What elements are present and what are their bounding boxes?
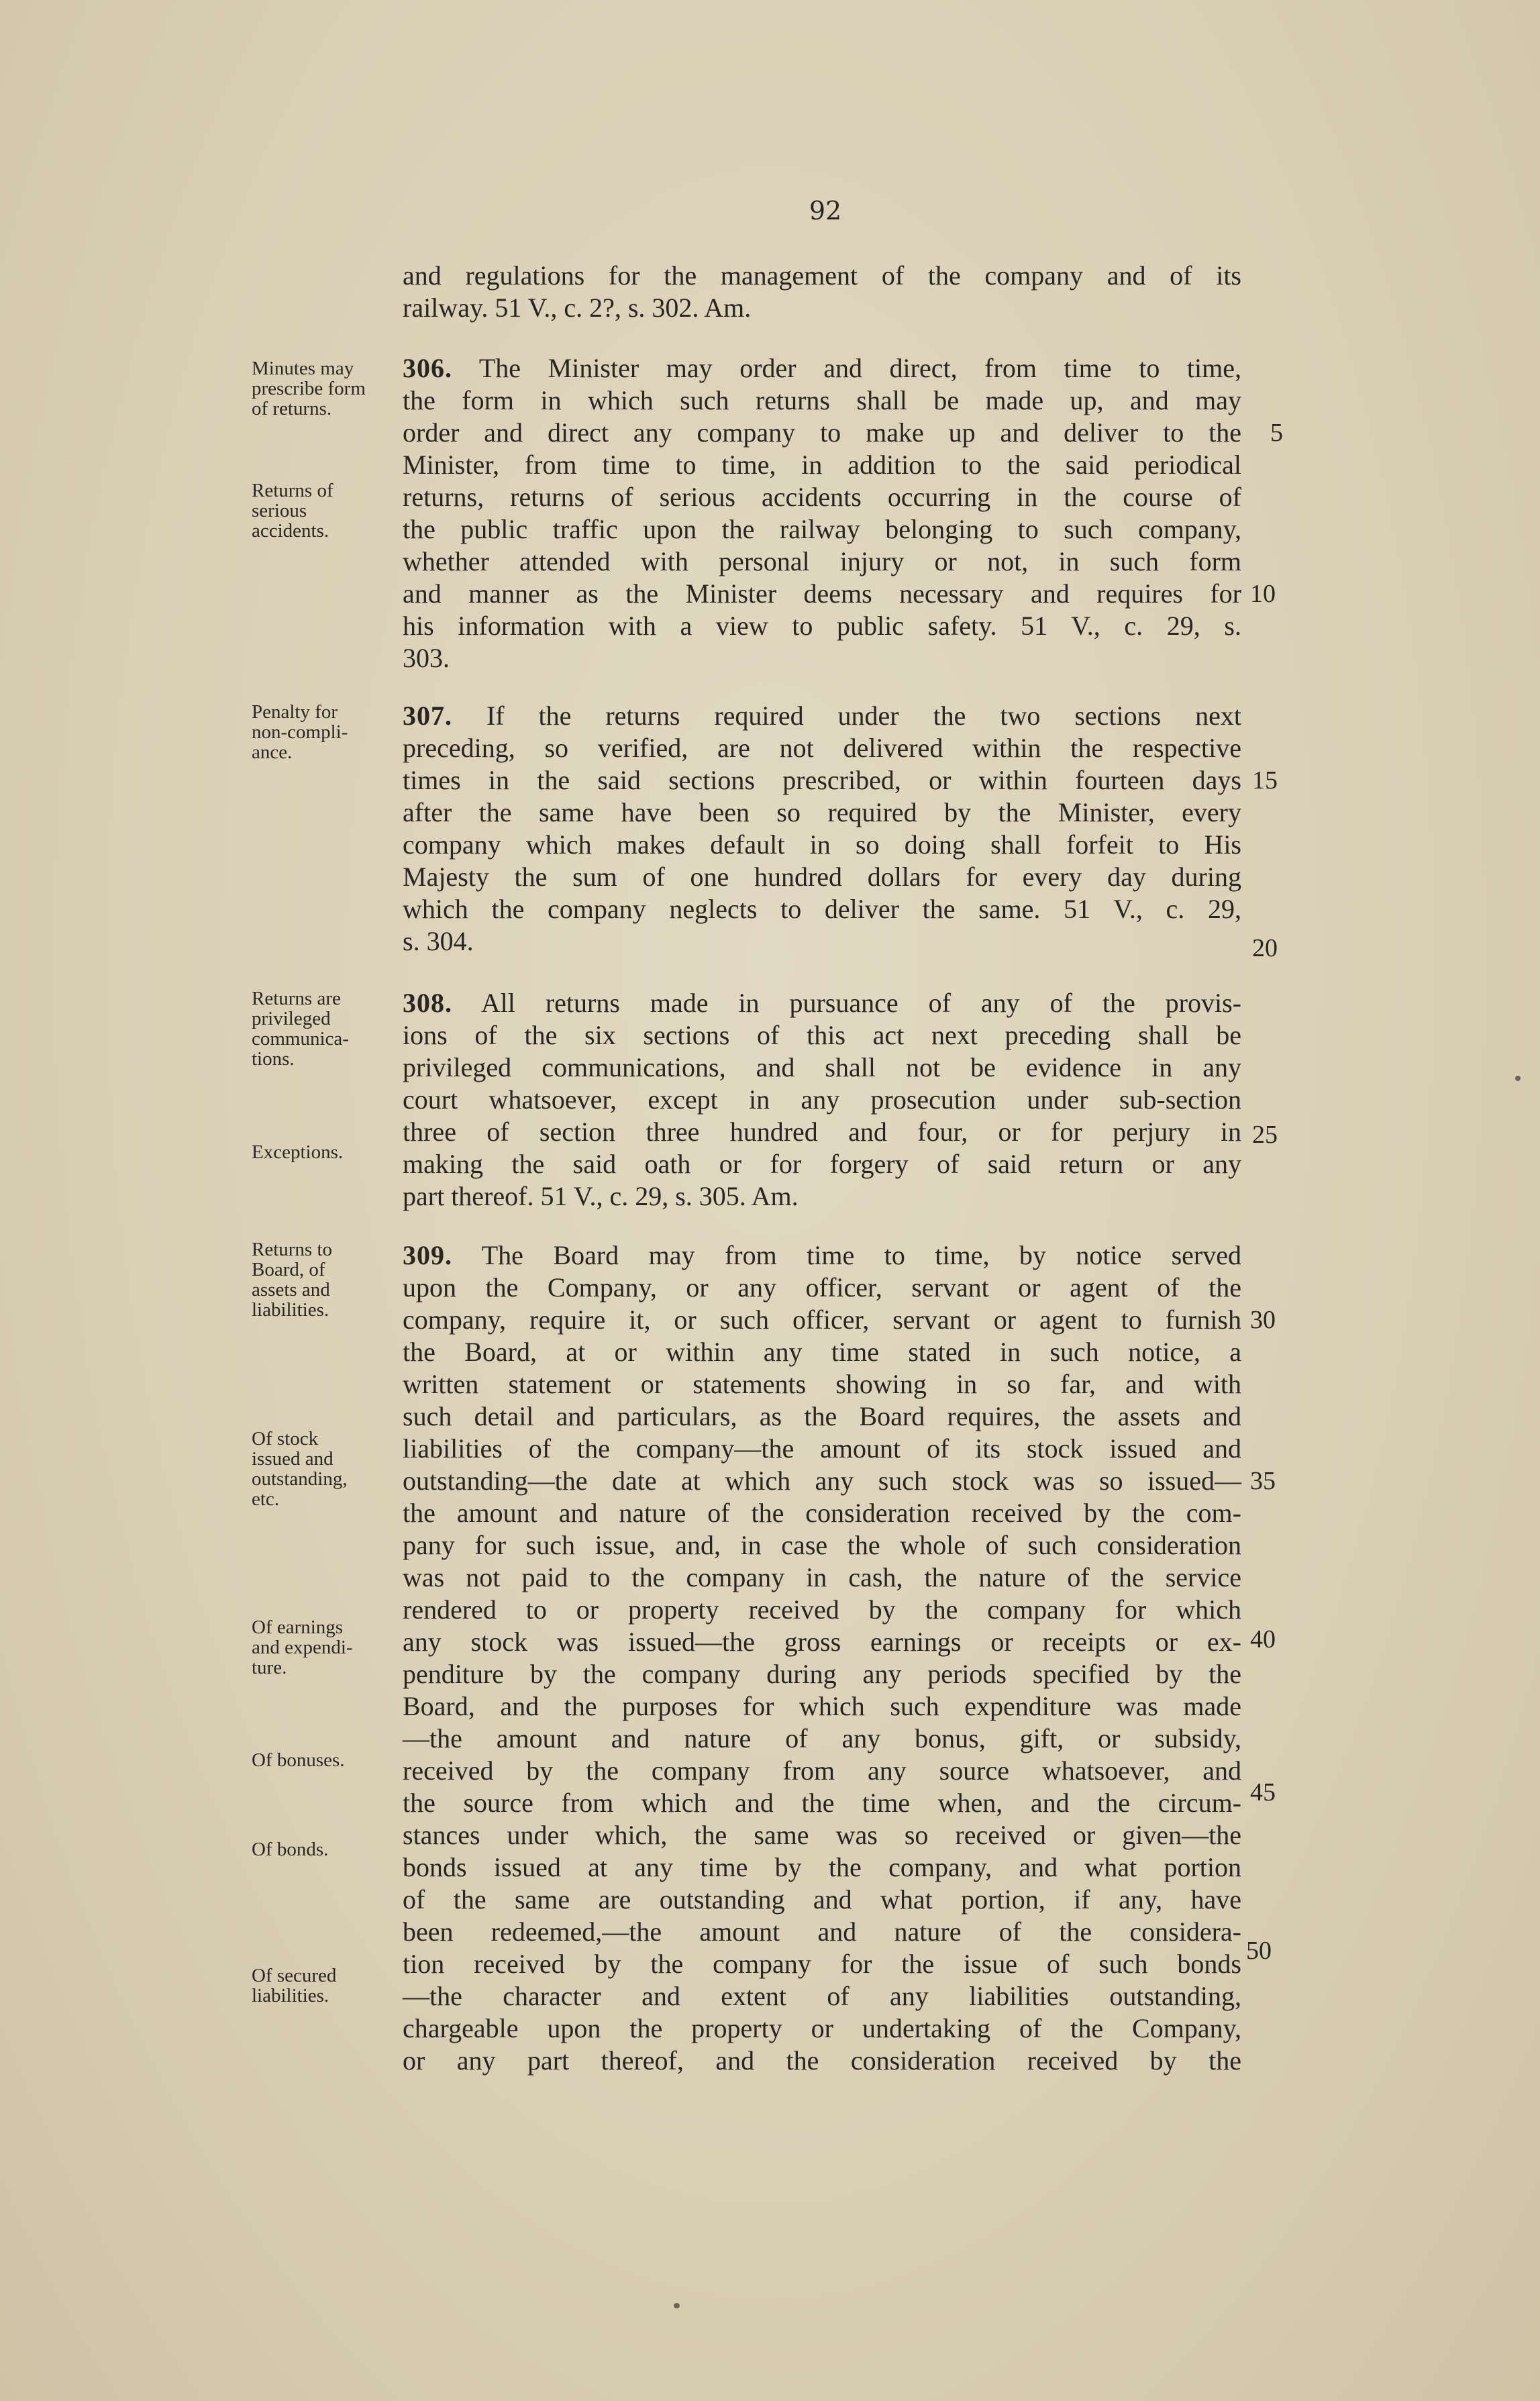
- margin-note-line: Of bonds.: [252, 1839, 329, 1860]
- margin-note-bonuses: [252, 1750, 396, 1770]
- margin-note-line: serious: [252, 500, 307, 521]
- margin-note-line: Of earnings: [252, 1617, 344, 1638]
- line-number: 35: [1250, 1467, 1276, 1495]
- margin-note-secured-liabilities: [252, 1965, 396, 2006]
- margin-note-line: liabilities.: [252, 1299, 329, 1321]
- margin-note-line: tions.: [252, 1048, 295, 1070]
- margin-note-line: assets and: [252, 1279, 330, 1300]
- body-line: and regulations for the management of the company and of its: [403, 260, 1241, 291]
- margin-note-line: ance.: [252, 742, 293, 763]
- body-line: was not paid to the company in cash, the nature of the service: [403, 1562, 1241, 1592]
- body-line: upon the Company, or any officer, servant or agent of the: [403, 1272, 1241, 1302]
- margin-note-line: Of bonuses.: [252, 1749, 345, 1771]
- body-line: the Board, at or within any time stated in such notice, a: [403, 1337, 1241, 1367]
- body-line: company which makes default in so doing shall forfeit to His: [403, 829, 1241, 860]
- line-number: 50: [1246, 1937, 1272, 1965]
- body-line: received by the company from any source whatsoever, and: [403, 1755, 1241, 1786]
- body-line: part thereof. 51 V., c. 29, s. 305. Am.: [403, 1181, 799, 1211]
- margin-note-line: non-compli-: [252, 721, 348, 743]
- margin-note-stock: [252, 1429, 396, 1509]
- line-number: 5: [1270, 419, 1283, 447]
- margin-note-line: Returns to: [252, 1239, 333, 1260]
- body-line: the public traffic upon the railway belonging to such company,: [403, 514, 1241, 544]
- line-number: 30: [1250, 1306, 1276, 1334]
- line-number: 10: [1250, 580, 1276, 608]
- ink-speck: [674, 2303, 680, 2308]
- margin-note-line: communica-: [252, 1028, 349, 1050]
- margin-note-line: privileged: [252, 1008, 331, 1029]
- margin-note-exceptions: [252, 1142, 396, 1162]
- ink-speck: [1515, 1076, 1521, 1081]
- body-line: bonds issued at any time by the company, and what portion: [403, 1852, 1241, 1882]
- section-line: [403, 987, 1241, 1021]
- margin-note-line: Of stock: [252, 1428, 319, 1449]
- body-line: company, require it, or such officer, servant or agent to furnish: [403, 1305, 1241, 1335]
- margin-note-line: Board, of: [252, 1259, 325, 1280]
- body-line: his information with a view to public safety. 51 V., c. 29, s.: [403, 611, 1241, 641]
- body-line: chargeable upon the property or undertaking of the Company,: [403, 2013, 1241, 2043]
- body-line: which the company neglects to deliver the same. 51 V., c. 29,: [403, 894, 1241, 924]
- body-line: rendered to or property received by the company for which: [403, 1594, 1241, 1625]
- body-line: court whatsoever, except in any prosecution under sub-section: [403, 1084, 1241, 1115]
- body-line: liabilities of the company—the amount of its stock issued and: [403, 1433, 1241, 1464]
- body-line: penditure by the company during any periods specified by the: [403, 1659, 1241, 1689]
- body-line: pany for such issue, and, in case the whole of such consideration: [403, 1530, 1241, 1560]
- body-line: the form in which such returns shall be made up, and may: [403, 385, 1241, 415]
- body-line: three of section three hundred and four, or for perjury in: [403, 1117, 1241, 1147]
- margin-note-privileged: [252, 988, 396, 1069]
- margin-note-line: outstanding,: [252, 1468, 348, 1490]
- body-line: the source from which and the time when, and the circum-: [403, 1788, 1241, 1818]
- body-text: All returns made in pursuance of any of the provis-: [452, 988, 1241, 1018]
- margin-note-line: of returns.: [252, 398, 332, 419]
- margin-note-line: Penalty for: [252, 701, 338, 723]
- body-line: s. 304.: [403, 926, 474, 956]
- margin-note-minutes: [252, 358, 396, 419]
- body-line: order and direct any company to make up and deliver to the: [403, 417, 1241, 448]
- body-line: making the said oath or for forgery of said return or any: [403, 1149, 1241, 1179]
- line-number: 20: [1252, 934, 1278, 962]
- line-number: 25: [1252, 1121, 1278, 1149]
- body-line: stances under which, the same was so received or given—the: [403, 1820, 1241, 1850]
- body-line: Majesty the sum of one hundred dollars for every day during: [403, 862, 1241, 892]
- margin-note-serious-accidents: [252, 480, 396, 541]
- body-line: railway. 51 V., c. 2?, s. 302. Am.: [403, 293, 752, 323]
- body-line: privileged communications, and shall not be evidence in any: [403, 1052, 1241, 1082]
- section-number: 308.: [403, 988, 452, 1018]
- margin-note-line: accidents.: [252, 520, 329, 542]
- body-text: The Board may from time to time, by notice served: [452, 1240, 1241, 1270]
- margin-note-line: ture.: [252, 1657, 287, 1678]
- body-line: written statement or statements showing in so far, and with: [403, 1369, 1241, 1399]
- margin-note-returns-to-board: [252, 1239, 396, 1320]
- body-line: whether attended with personal injury or not, in such form: [403, 546, 1241, 576]
- margin-note-line: Of secured: [252, 1965, 337, 1986]
- body-line: been redeemed,—the amount and nature of the considera-: [403, 1917, 1241, 1947]
- body-line: preceding, so verified, are not delivered within the respective: [403, 733, 1241, 763]
- body-line: tion received by the company for the issue of such bonds: [403, 1949, 1241, 1979]
- body-line: Minister, from time to time, in addition to the said periodical: [403, 450, 1241, 480]
- section-line: [403, 1239, 1241, 1273]
- body-line: any stock was issued—the gross earnings or receipts or ex-: [403, 1627, 1241, 1657]
- section-number: 306.: [403, 353, 452, 383]
- margin-note-line: liabilities.: [252, 1985, 329, 2006]
- section-line: [403, 700, 1241, 733]
- body-line: ions of the six sections of this act next preceding shall be: [403, 1020, 1241, 1050]
- body-line: the amount and nature of the consideration received by the com-: [403, 1498, 1241, 1528]
- body-line: Board, and the purposes for which such expenditure was made: [403, 1691, 1241, 1721]
- body-line: or any part thereof, and the consideration received by the: [403, 2045, 1241, 2076]
- page-number: 92: [809, 196, 842, 225]
- line-number: 40: [1250, 1625, 1276, 1653]
- body-line: —the character and extent of any liabilities outstanding,: [403, 1981, 1241, 2011]
- margin-note-line: Returns are: [252, 988, 341, 1009]
- body-line: times in the said sections prescribed, or within fourteen days: [403, 765, 1241, 795]
- body-line: of the same are outstanding and what portion, if any, have: [403, 1884, 1241, 1914]
- margin-note-earnings: [252, 1617, 396, 1678]
- margin-note-penalty: [252, 702, 396, 762]
- line-number: 15: [1252, 766, 1278, 795]
- body-text: If the returns required under the two sections next: [452, 701, 1241, 731]
- section-number: 307.: [403, 701, 452, 731]
- margin-note-line: Exceptions.: [252, 1141, 344, 1163]
- section-line: [403, 352, 1241, 386]
- margin-note-line: Minutes may: [252, 358, 354, 379]
- line-number: 45: [1250, 1778, 1276, 1806]
- body-line: —the amount and nature of any bonus, gift, or subsidy,: [403, 1723, 1241, 1753]
- body-line: returns, returns of serious accidents occurring in the course of: [403, 482, 1241, 512]
- margin-note-line: and expendi-: [252, 1637, 353, 1658]
- body-text: The Minister may order and direct, from time to time,: [452, 353, 1241, 383]
- body-line: and manner as the Minister deems necessary and requires for: [403, 578, 1241, 609]
- body-line: 303.: [403, 643, 450, 673]
- body-line: such detail and particulars, as the Board requires, the assets and: [403, 1401, 1241, 1431]
- body-line: outstanding—the date at which any such stock was so issued—: [403, 1466, 1241, 1496]
- section-number: 309.: [403, 1240, 452, 1270]
- margin-note-line: etc.: [252, 1488, 280, 1510]
- margin-note-line: prescribe form: [252, 378, 366, 399]
- body-line: after the same have been so required by the Minister, every: [403, 797, 1241, 827]
- margin-note-line: Returns of: [252, 480, 333, 501]
- margin-note-bonds: [252, 1839, 396, 1859]
- margin-note-line: issued and: [252, 1448, 333, 1470]
